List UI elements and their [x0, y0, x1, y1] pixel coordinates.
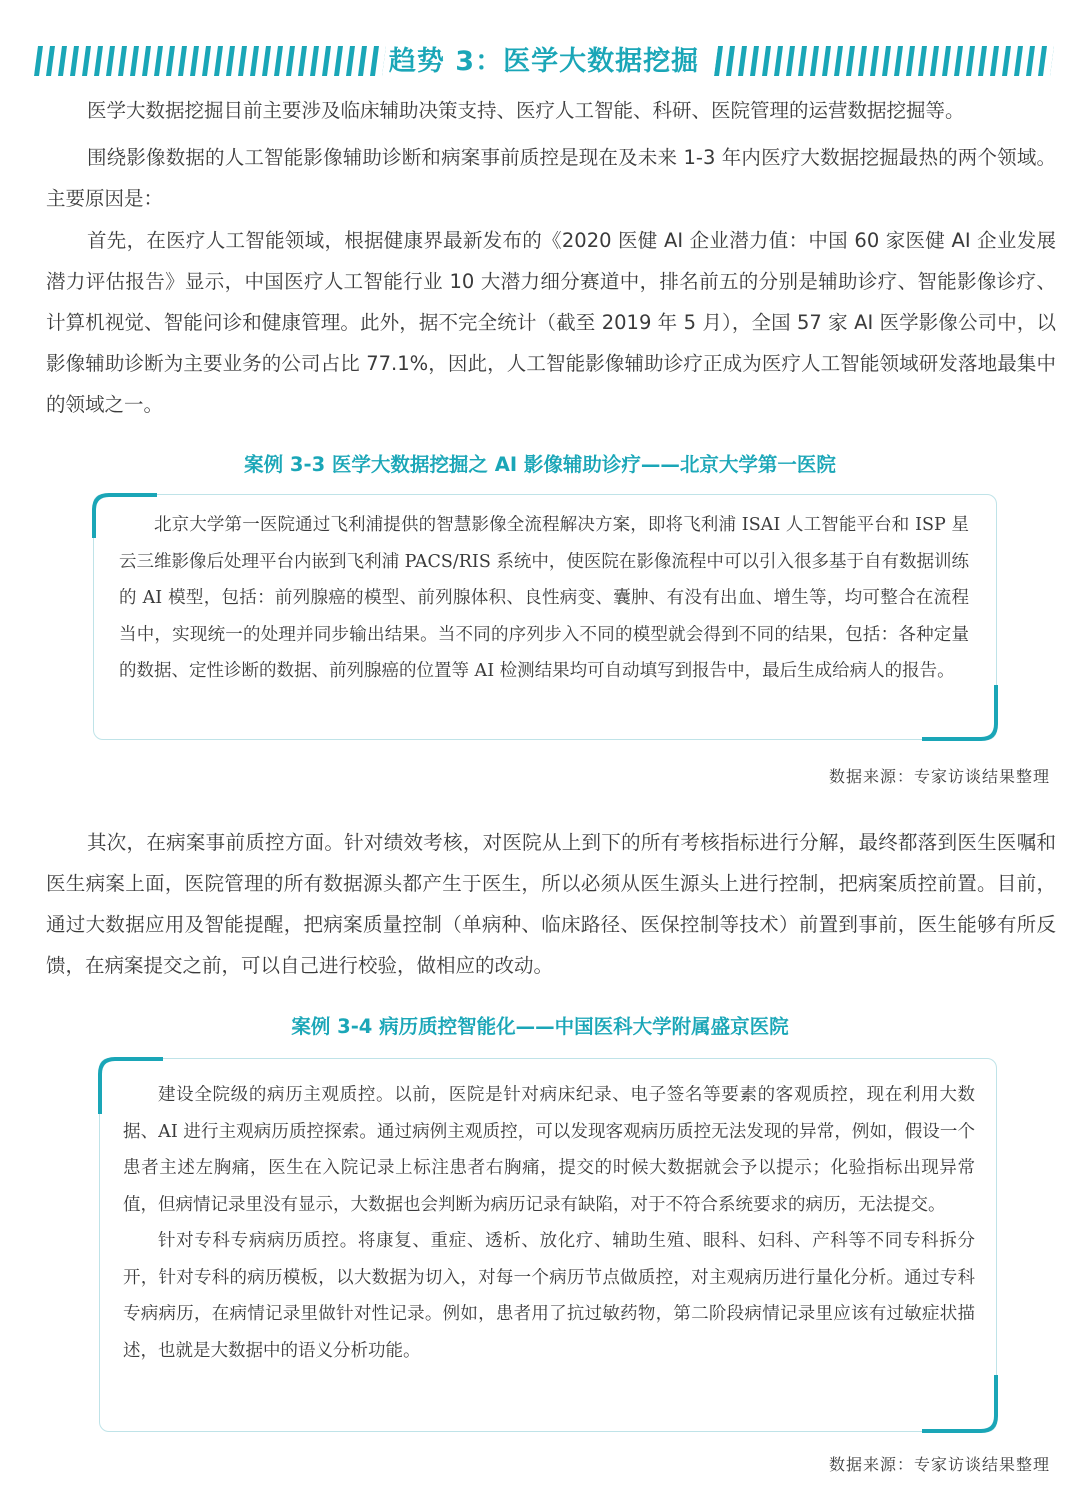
corner-bracket-bottom-right [919, 1372, 999, 1434]
data-source-note: 数据来源：专家访谈结果整理 [828, 1455, 1050, 1474]
paragraph-two-fields: 围绕影像数据的人工智能影像辅助诊断和病案事前质控是现在及未来 1-3 年内医疗大数据挖掘最热的两个领域。主要原因是： [46, 146, 1056, 210]
case-title-3-3: 案例 3-3 医学大数据挖掘之 AI 影像辅助诊疗——北京大学第一医院 [244, 453, 836, 476]
case-box-3-3 [93, 494, 997, 740]
case-paragraph: 建设全院级的病历主观质控。以前，医院是针对病床纪录、电子签名等要素的客观质控，现在利用大数据、AI 进行主观病历质控探索。通过病例主观质控，可以发现客观病历质控无法发现的异常，例如，假设一个患者主述左胸痛，医生在入院记录上标注患者右胸痛，提交的时候大数据就会予以提示；化验指标出现异常值，但病情记录里没有显示，大数据也会判断为病历记录有缺陷，对于不符合系统要求的病历，无法提交。 [123, 1085, 975, 1215]
case-paragraph: 针对专科专病病历质控。将康复、重症、透析、放化疗、辅助生殖、眼科、妇科、产科等不同专科拆分开，针对专科的病历模板，以大数据为切入，对每一个病历节点做质控，对主观病历进行量化分析。通过专科专病病历，在病情记录里做针对性记录。例如，患者用了抗过敏药物，第二阶段病情记录里应该有过敏症状描述，也就是大数据中的语义分析功能。 [123, 1231, 975, 1361]
case-text-3-4 [123, 1077, 975, 1369]
data-source-note: 数据来源：专家访谈结果整理 [828, 767, 1050, 786]
paragraph-first-reason: 首先，在医疗人工智能领域，根据健康界最新发布的《2020 医健 AI 企业潜力值：中国 60 家医健 AI 企业发展潜力评估报告》显示，中国医疗人工智能行业 10 大潜力细分赛道中，排名前五的分别是辅助诊疗、智能影像诊疗、计算机视觉、智能问诊和健康管理。此外，据不完全统计（截至 2019 年 5 月），全国 57 家 AI 医学影像公司中，以影像辅助诊断为主要业务的公司占比 77.1%，因此，人工智能影像辅助诊疗正成为医疗人工智能领域研发落地最集中的领域之一。 [46, 229, 1056, 416]
case-title-3-4: 案例 3-4 病历质控智能化——中国医科大学附属盛京医院 [291, 1015, 789, 1038]
case-paragraph: 北京大学第一医院通过飞利浦提供的智慧影像全流程解决方案，即将飞利浦 ISAI 人工智能平台和 ISP 星云三维影像后处理平台内嵌到飞利浦 PACS/RIS 系统中，使医院在影像流程中可以引入很多基于自有数据训练的 AI 模型，包括：前列腺癌的模型、前列腺体积、良性病变、囊肿、有没有出血、增生等，均可整合在流程当中，实现统一的处理并同步输出结果。当不同的序列步入不同的模型就会得到不同的结果，包括：各种定量的数据、定性诊断的数据、前列腺癌的位置等 AI 检测结果均可自动填写到报告中，最后生成给病人的报告。 [119, 515, 969, 681]
section-banner [34, 40, 1054, 84]
paragraph-intro: 医学大数据挖掘目前主要涉及临床辅助决策支持、医疗人工智能、科研、医院管理的运营数据挖掘等。 [87, 99, 965, 122]
case-text-3-3 [119, 507, 969, 690]
corner-bracket-bottom-right [919, 682, 999, 742]
paragraph-second-reason: 其次，在病案事前质控方面。针对绩效考核，对医院从上到下的所有考核指标进行分解，最终都落到医生医嘱和医生病案上面，医院管理的所有数据源头都产生于医生，所以必须从医生源头上进行控制，把病案质控前置。目前，通过大数据应用及智能提醒，把病案质量控制（单病种、临床路径、医保控制等技术）前置到事前，医生能够有所反馈，在病案提交之前，可以自己进行校验，做相应的改动。 [46, 831, 1056, 977]
case-box-3-4 [99, 1058, 997, 1432]
section-title: 趋势 3：医学大数据挖掘 [388, 46, 700, 77]
